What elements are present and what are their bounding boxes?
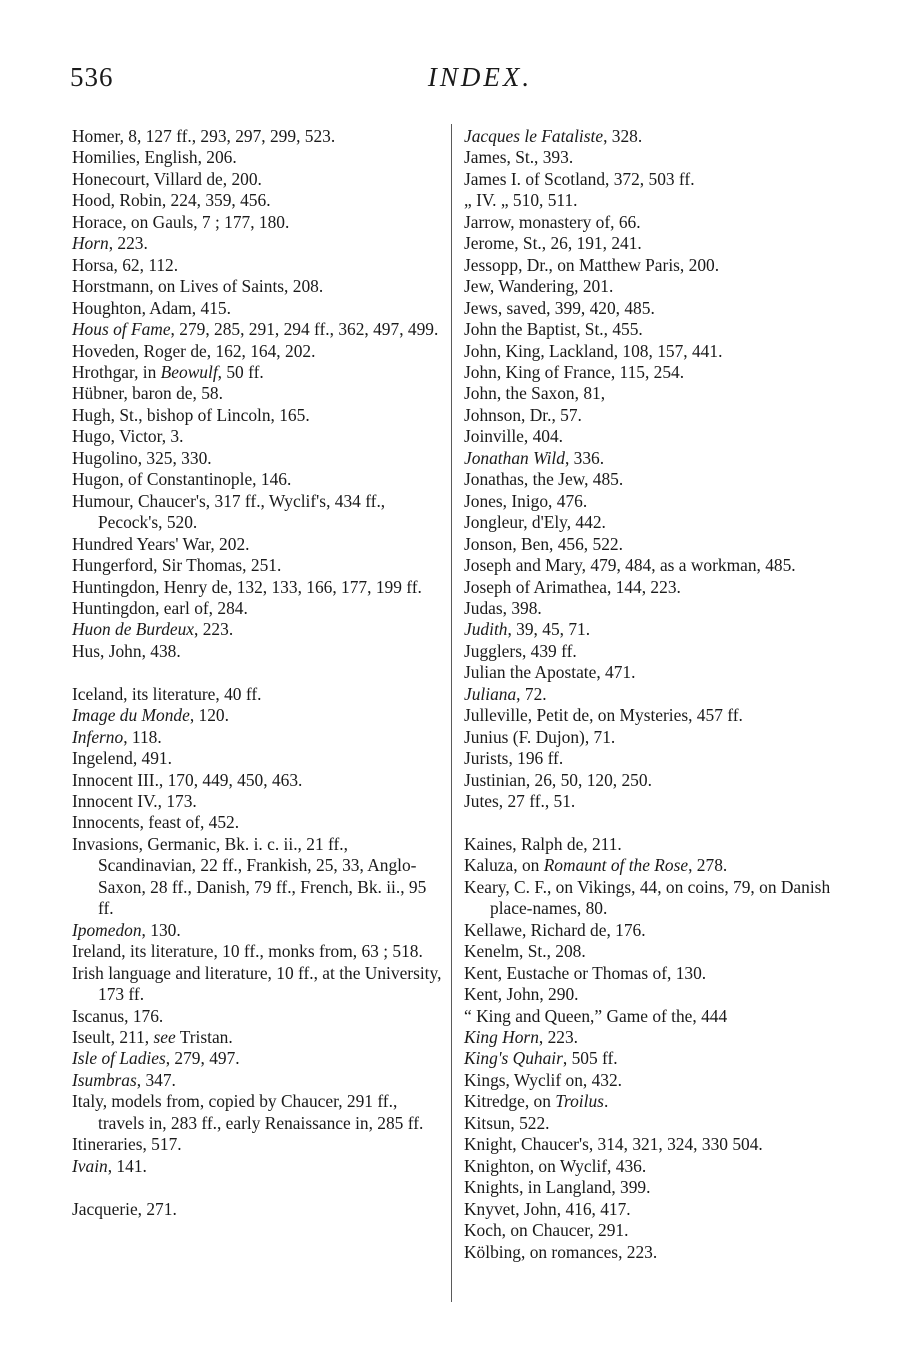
entry-text: Huntingdon, Henry de, 132, 133, 166, 177, 199 ff. xyxy=(72,576,422,597)
index-entry xyxy=(72,126,444,147)
index-entry xyxy=(72,941,444,962)
entry-text: Kellawe, Richard de, 176. xyxy=(464,919,646,940)
entry-text: Justinian, 26, 50, 120, 250. xyxy=(464,769,652,790)
index-entry xyxy=(72,491,444,534)
index-entry xyxy=(72,383,444,404)
right-index-column xyxy=(464,126,836,1263)
index-entry xyxy=(72,1091,444,1134)
entry-italic-text: Isumbras xyxy=(72,1069,137,1090)
entry-text: Knyvet, John, 416, 417. xyxy=(464,1198,631,1219)
entry-text: Homer, 8, 127 ff., 293, 297, 299, 523. xyxy=(72,126,336,146)
entry-text: John, King, Lackland, 108, 157, 441. xyxy=(464,340,723,361)
entry-text: Kitsun, 522. xyxy=(464,1112,550,1133)
entry-text: Hugolino, 325, 330. xyxy=(72,447,212,468)
entry-text: Horsa, 62, 112. xyxy=(72,254,179,275)
entry-text: Hood, Robin, 224, 359, 456. xyxy=(72,190,271,211)
index-entry xyxy=(464,1220,836,1241)
entry-text: Kent, John, 290. xyxy=(464,984,579,1005)
index-entry xyxy=(72,834,444,920)
entry-text: Hrothgar, in xyxy=(72,361,161,382)
index-entry xyxy=(464,1134,836,1155)
entry-text: Iseult, 211, xyxy=(72,1027,154,1048)
index-entry xyxy=(72,1199,444,1220)
index-entry xyxy=(464,984,836,1005)
index-entry xyxy=(464,448,836,469)
index-entry xyxy=(72,705,444,726)
index-entry xyxy=(72,469,444,490)
entry-text: John, King of France, 115, 254. xyxy=(464,361,685,382)
index-entry xyxy=(464,1091,836,1112)
entry-text: , 50 ff. xyxy=(217,361,264,382)
entry-text: James, St., 393. xyxy=(464,147,574,168)
index-entry xyxy=(464,941,836,962)
entry-text: Jarrow, monastery of, 66. xyxy=(464,211,641,232)
entry-text: Jugglers, 439 ff. xyxy=(464,640,577,661)
entry-italic-text: Juliana xyxy=(464,683,517,704)
index-entry xyxy=(464,1242,836,1263)
entry-text: Ingelend, 491. xyxy=(72,748,172,769)
index-entry xyxy=(464,126,836,147)
entry-text: Jew, Wandering, 201. xyxy=(464,276,614,297)
index-entry xyxy=(72,405,444,426)
entry-text: Jutes, 27 ff., 51. xyxy=(464,791,576,812)
index-entry xyxy=(72,255,444,276)
entry-italic-text: Image du Monde xyxy=(72,705,190,726)
entry-text: , 141. xyxy=(107,1155,147,1176)
entry-text: Homilies, English, 206. xyxy=(72,147,237,168)
entry-text: Jonson, Ben, 456, 522. xyxy=(464,533,623,554)
index-entry xyxy=(464,855,836,876)
entry-text: . xyxy=(603,1091,609,1112)
entry-text: Tristan. xyxy=(175,1027,233,1048)
index-entry xyxy=(72,341,444,362)
entry-text: Judas, 398. xyxy=(464,597,542,618)
index-entry xyxy=(464,684,836,705)
index-entry xyxy=(464,469,836,490)
entry-text: , 118. xyxy=(123,726,162,747)
index-entry xyxy=(464,405,836,426)
entry-text: Innocents, feast of, 452. xyxy=(72,812,240,833)
entry-italic-text: Isle of Ladies xyxy=(72,1048,166,1069)
entry-text: Jonathas, the Jew, 485. xyxy=(464,469,624,490)
index-entry xyxy=(464,920,836,941)
entry-text: Kölbing, on romances, 223. xyxy=(464,1241,658,1262)
index-entry xyxy=(72,190,444,211)
index-entry xyxy=(464,190,836,211)
entry-text: Hugo, Victor, 3. xyxy=(72,426,184,447)
entry-text: Iscanus, 176. xyxy=(72,1005,164,1026)
entry-text: Kaluza, on xyxy=(464,855,544,876)
entry-text: Humour, Chaucer's, 317 ff., Wyclif's, 434 ff., Pecock's, 520. xyxy=(72,490,386,533)
entry-text: Kenelm, St., 208. xyxy=(464,941,586,962)
index-entry xyxy=(72,426,444,447)
entry-italic-text: Romaunt of the Rose xyxy=(543,855,689,876)
entry-text: Huntingdon, earl of, 284. xyxy=(72,597,248,618)
index-entry xyxy=(72,619,444,640)
index-entry xyxy=(72,791,444,812)
index-entry xyxy=(72,555,444,576)
entry-text: , 223. xyxy=(194,619,234,640)
entry-italic-text: Jacques le Fataliste xyxy=(464,126,604,146)
entry-text: Kings, Wyclif on, 432. xyxy=(464,1069,623,1090)
entry-text: Italy, models from, copied by Chaucer, 291 ff., travels in, 283 ff., early Renaissance in, 285 ff. xyxy=(72,1091,424,1133)
entry-text: „ IV. „ 510, 511. xyxy=(464,190,578,211)
entry-text: , 120. xyxy=(189,705,229,726)
index-entry xyxy=(464,1199,836,1220)
section-gap xyxy=(464,813,836,834)
index-entry xyxy=(72,963,444,1006)
index-entry xyxy=(72,362,444,383)
entry-text: “ King and Queen,” Game of the, 444 xyxy=(464,1005,728,1026)
entry-text: Horace, on Gauls, 7 ; 177, 180. xyxy=(72,211,290,232)
index-entry xyxy=(72,1048,444,1069)
index-entry xyxy=(72,1070,444,1091)
entry-text: Joseph and Mary, 479, 484, as a workman, 485. xyxy=(464,555,796,576)
entry-text: John, the Saxon, 81, xyxy=(464,383,606,404)
entry-text: Iceland, its literature, 40 ff. xyxy=(72,683,262,704)
index-entry xyxy=(464,1113,836,1134)
entry-text: Horstmann, on Lives of Saints, 208. xyxy=(72,276,324,297)
index-entry xyxy=(72,1156,444,1177)
entry-text: Joinville, 404. xyxy=(464,426,564,447)
index-entry xyxy=(464,963,836,984)
entry-italic-text: Beowulf xyxy=(160,361,218,382)
index-entry xyxy=(464,577,836,598)
entry-text: Hundred Years' War, 202. xyxy=(72,533,250,554)
section-gap xyxy=(72,662,444,683)
entry-text: , 505 ff. xyxy=(562,1048,618,1069)
index-entry xyxy=(72,534,444,555)
entry-text: , 279, 285, 291, 294 ff., 362, 497, 499. xyxy=(170,319,439,340)
entry-text: Irish language and literature, 10 ff., at the University, 173 ff. xyxy=(72,962,442,1005)
index-entry xyxy=(464,233,836,254)
entry-text: , 223. xyxy=(108,233,148,254)
index-entry xyxy=(464,491,836,512)
entry-text: Honecourt, Villard de, 200. xyxy=(72,168,262,189)
index-entry xyxy=(464,555,836,576)
index-entry xyxy=(464,1177,836,1198)
index-entry xyxy=(72,169,444,190)
index-entry xyxy=(72,748,444,769)
index-entry xyxy=(464,748,836,769)
index-entry xyxy=(464,169,836,190)
entry-text: Jerome, St., 26, 191, 241. xyxy=(464,233,642,254)
index-entry xyxy=(464,727,836,748)
index-entry xyxy=(72,684,444,705)
entry-text: Koch, on Chaucer, 291. xyxy=(464,1220,629,1241)
index-entry xyxy=(464,147,836,168)
index-entry xyxy=(464,641,836,662)
index-entry xyxy=(72,641,444,662)
entry-italic-text: Troilus xyxy=(555,1091,604,1112)
index-entry xyxy=(464,705,836,726)
entry-text: Kaines, Ralph de, 211. xyxy=(464,833,622,854)
entry-text: Jacquerie, 271. xyxy=(72,1198,177,1219)
entry-text: Innocent III., 170, 449, 450, 463. xyxy=(72,769,303,790)
index-entry xyxy=(72,233,444,254)
index-entry xyxy=(72,448,444,469)
index-entry xyxy=(464,512,836,533)
entry-italic-text: Ivain xyxy=(72,1155,108,1176)
entry-text: Joseph of Arimathea, 144, 223. xyxy=(464,576,681,597)
entry-italic-text: Hous of Fame xyxy=(72,319,171,340)
entry-text: , 347. xyxy=(136,1069,176,1090)
entry-text: Invasions, Germanic, Bk. i. c. ii., 21 ff., Scandinavian, 22 ff., Frankish, 25, 33, Anglo-Saxon, 28 ff., Danish, 79 ff., French, Bk. ii., 95 ff. xyxy=(72,833,427,919)
entry-italic-text: Ipomedon xyxy=(72,919,142,940)
page-header xyxy=(70,62,850,106)
entry-text: Jews, saved, 399, 420, 485. xyxy=(464,297,655,318)
entry-text: Jessopp, Dr., on Matthew Paris, 200. xyxy=(464,254,720,275)
index-entry xyxy=(72,319,444,340)
entry-text: Jurists, 196 ff. xyxy=(464,748,564,769)
entry-italic-text: Inferno xyxy=(72,726,124,747)
index-entry xyxy=(464,770,836,791)
entry-text: , 72. xyxy=(516,683,547,704)
entry-text: John the Baptist, St., 455. xyxy=(464,319,643,340)
entry-italic-text: King Horn xyxy=(464,1027,539,1048)
entry-text: Julleville, Petit de, on Mysteries, 457 ff. xyxy=(464,705,743,726)
entry-text: Houghton, Adam, 415. xyxy=(72,297,231,318)
index-entry xyxy=(72,1027,444,1048)
index-entry xyxy=(72,598,444,619)
entry-text: Keary, C. F., on Vikings, 44, on coins, 79, on Danish place-names, 80. xyxy=(464,876,831,919)
left-index-column xyxy=(72,126,444,1220)
entry-italic-text: Horn xyxy=(72,233,109,254)
entry-text: Itineraries, 517. xyxy=(72,1134,182,1155)
column-divider xyxy=(451,124,452,1302)
index-entry xyxy=(464,834,836,855)
entry-text: , 336. xyxy=(564,447,605,468)
index-entry xyxy=(72,920,444,941)
index-entry xyxy=(72,298,444,319)
entry-italic-text: King's Quhair xyxy=(464,1048,563,1069)
page-title: INDEX. xyxy=(427,62,533,92)
entry-text: Kitredge, on xyxy=(464,1091,556,1112)
entry-text: Hugh, St., bishop of Lincoln, 165. xyxy=(72,404,310,425)
entry-italic-text: Jonathan Wild xyxy=(464,447,565,468)
index-entry xyxy=(72,577,444,598)
index-entry xyxy=(72,812,444,833)
index-entry xyxy=(464,1070,836,1091)
entry-text: Johnson, Dr., 57. xyxy=(464,404,582,425)
entry-text: Ireland, its literature, 10 ff., monks from, 63 ; 518. xyxy=(72,941,423,962)
index-entry xyxy=(464,1006,836,1027)
index-entry xyxy=(464,362,836,383)
entry-text: Julian the Apostate, 471. xyxy=(464,662,636,683)
entry-italic-text: Judith xyxy=(464,619,508,640)
index-entry xyxy=(464,212,836,233)
entry-text: , 278. xyxy=(688,855,728,876)
section-gap xyxy=(72,1177,444,1198)
entry-text: Jongleur, d'Ely, 442. xyxy=(464,512,606,533)
index-entry xyxy=(464,1048,836,1069)
entry-text: Hugon, of Constantinople, 146. xyxy=(72,469,292,490)
index-entry xyxy=(72,147,444,168)
entry-text: Knights, in Langland, 399. xyxy=(464,1177,651,1198)
index-entry xyxy=(72,1134,444,1155)
entry-text: Knight, Chaucer's, 314, 321, 324, 330 504. xyxy=(464,1134,763,1155)
index-entry xyxy=(464,791,836,812)
entry-text: Junius (F. Dujon), 71. xyxy=(464,726,616,747)
index-entry xyxy=(464,255,836,276)
index-entry xyxy=(464,341,836,362)
index-entry xyxy=(464,662,836,683)
index-entry xyxy=(72,770,444,791)
entry-text: , 39, 45, 71. xyxy=(507,619,591,640)
entry-text: Hungerford, Sir Thomas, 251. xyxy=(72,555,282,576)
index-entry xyxy=(464,877,836,920)
index-entry xyxy=(464,598,836,619)
index-entry xyxy=(72,1006,444,1027)
entry-text: , 328. xyxy=(603,126,643,146)
index-entry xyxy=(464,298,836,319)
index-entry xyxy=(464,1156,836,1177)
index-entry xyxy=(72,276,444,297)
entry-text: , 279, 497. xyxy=(165,1048,240,1069)
entry-text: Innocent IV., 173. xyxy=(72,791,197,812)
entry-italic-text: Huon de Burdeux xyxy=(72,619,195,640)
entry-text: Jones, Inigo, 476. xyxy=(464,490,588,511)
index-entry xyxy=(464,1027,836,1048)
entry-italic-text: see xyxy=(153,1027,176,1048)
entry-text: Knighton, on Wyclif, 436. xyxy=(464,1155,647,1176)
index-entry xyxy=(464,319,836,340)
index-entry xyxy=(72,212,444,233)
entry-text: Hübner, baron de, 58. xyxy=(72,383,223,404)
index-entry xyxy=(72,727,444,748)
index-entry xyxy=(464,276,836,297)
index-entry xyxy=(464,619,836,640)
index-entry xyxy=(464,383,836,404)
entry-text: , 130. xyxy=(141,919,181,940)
entry-text: Kent, Eustache or Thomas of, 130. xyxy=(464,962,707,983)
entry-text: , 223. xyxy=(538,1027,579,1048)
index-entry xyxy=(464,426,836,447)
entry-text: Hoveden, Roger de, 162, 164, 202. xyxy=(72,340,316,361)
entry-text: Hus, John, 438. xyxy=(72,640,181,661)
entry-text: James I. of Scotland, 372, 503 ff. xyxy=(464,168,695,189)
page-number: 536 xyxy=(70,62,114,92)
index-entry xyxy=(464,534,836,555)
